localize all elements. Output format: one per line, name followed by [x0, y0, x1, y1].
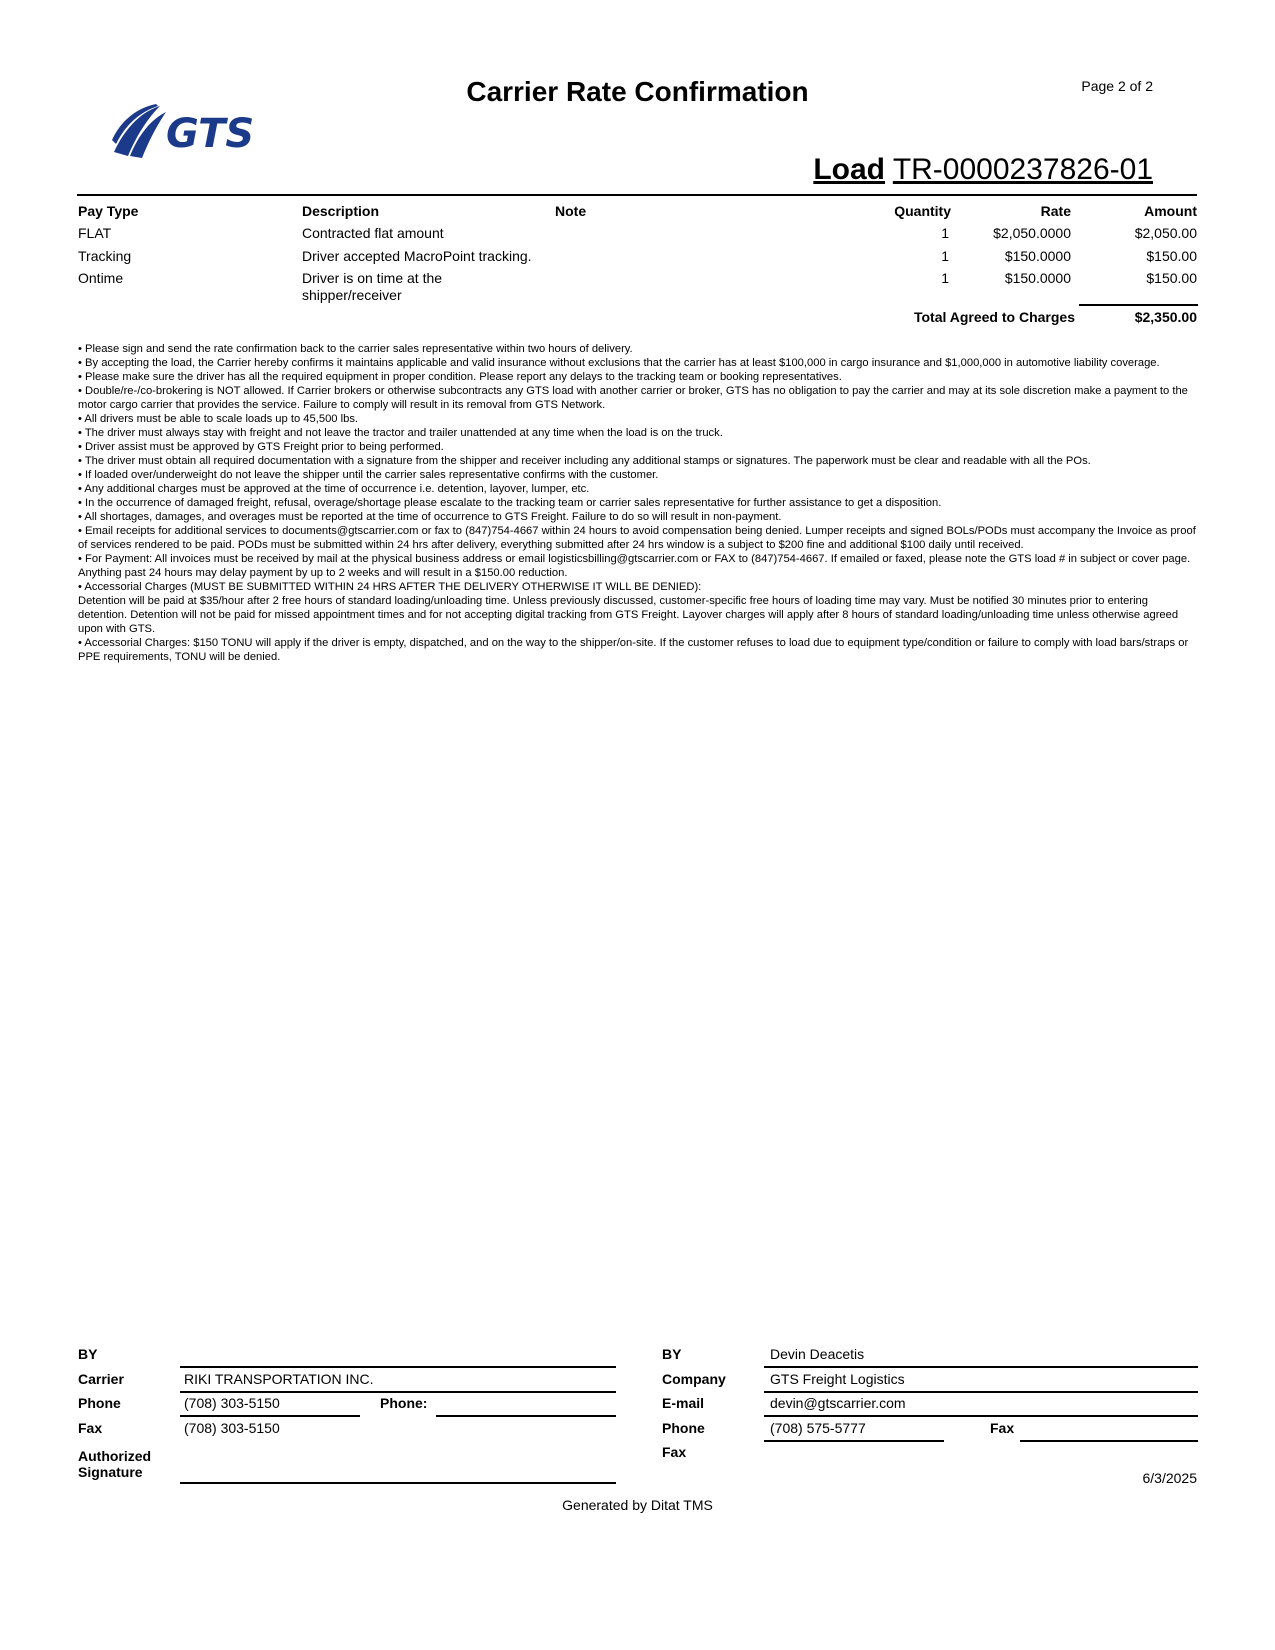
- carrier-phone2-label: Phone:: [380, 1395, 428, 1411]
- row-amount: $150.00: [1146, 248, 1197, 264]
- broker-email: devin@gtscarrier.com: [770, 1395, 906, 1411]
- row-pay-type: Tracking: [78, 248, 132, 264]
- carrier-name: RIKI TRANSPORTATION INC.: [184, 1371, 374, 1387]
- term-item: • If loaded over/underweight do not leave the shipper until the carrier sales representative confirms with the customer.: [78, 469, 659, 481]
- broker-email-label: E-mail: [662, 1395, 705, 1411]
- col-amount: Amount: [1144, 203, 1197, 219]
- broker-company: GTS Freight Logistics: [770, 1371, 905, 1387]
- carrier-fax: (708) 303-5150: [184, 1420, 280, 1436]
- broker-fax-label: Fax: [662, 1444, 687, 1460]
- carrier-phone-label: Phone: [78, 1395, 121, 1411]
- col-rate: Rate: [1040, 203, 1071, 219]
- broker-fax-inline-line: [1020, 1440, 1198, 1442]
- term-item: • Please sign and send the rate confirmation back to the carrier sales representative within two hours of delivery.: [78, 343, 633, 355]
- broker-email-line: [764, 1415, 1198, 1417]
- carrier-by-line: [180, 1366, 616, 1368]
- row-rate: $2,050.0000: [993, 225, 1071, 241]
- carrier-fax-label: Fax: [78, 1420, 103, 1436]
- broker-phone: (708) 575-5777: [770, 1420, 866, 1436]
- signature-field[interactable]: [180, 1482, 616, 1484]
- term-item: • Please make sure the driver has all the required equipment in proper condition. Please report any delays to the tracking team or booking representatives.: [78, 371, 842, 383]
- col-note: Note: [555, 203, 587, 219]
- term-item: • All shortages, damages, and overages must be reported at the time of occurrence to GTS Freight. Failure to do so will result in non-payment.: [78, 511, 782, 523]
- load-number: TR-0000237826-01: [892, 153, 1153, 186]
- term-item: • All drivers must be able to scale loads up to 45,500 lbs.: [78, 413, 359, 425]
- term-item: • In the occurrence of damaged freight, refusal, overage/shortage please escalate to the tracking team or carrier sales representative for further assistance to get a disposition.: [78, 497, 942, 509]
- row-description-cont: shipper/receiver: [302, 287, 402, 303]
- broker-phone-line: [764, 1440, 944, 1442]
- carrier-by-label: BY: [78, 1346, 98, 1362]
- terms-list: [78, 342, 1198, 664]
- signature-label: Authorized: [78, 1448, 152, 1464]
- term-item: • The driver must always stay with freight and not leave the tractor and trailer unattended at any time when the load is on the truck.: [78, 427, 723, 439]
- term-item: • The driver must obtain all required documentation with a signature from the shipper and receiver including any additional stamps or signatures. The paperwork must be clear and readable with all the POs.: [78, 455, 1091, 467]
- document-title: Carrier Rate Confirmation: [466, 76, 809, 107]
- col-description: Description: [302, 203, 380, 219]
- term-item: • Accessorial Charges (MUST BE SUBMITTED WITHIN 24 HRS AFTER THE DELIVERY OTHERWISE IT WILL BE DENIED):: [78, 581, 702, 593]
- row-pay-type: Ontime: [78, 270, 124, 286]
- term-item: Detention will be paid at $35/hour after 2 free hours of standard loading/unloading time. Unless previously discussed, customer-specific free hours of loading time may vary. Must be notified 30 minutes prior to entering detention. Detention will not be paid for missed appointment times and for not accepting digital tracking from GTS Freight. Layover charges will apply after 8 hours of standard loading/unloading time unless otherwise agreed upon with GTS.: [78, 595, 1179, 635]
- row-rate: $150.0000: [1004, 270, 1071, 286]
- signature-label: Signature: [78, 1464, 143, 1480]
- term-item: • Driver assist must be approved by GTS Freight prior to being performed.: [78, 441, 444, 453]
- row-description: Contracted flat amount: [302, 225, 444, 241]
- row-amount: $150.00: [1146, 270, 1197, 286]
- term-item: • Any additional charges must be approved at the time of occurrence i.e. detention, layover, lumper, etc.: [78, 483, 590, 495]
- total-rule: [1079, 304, 1198, 306]
- broker-company-label: Company: [662, 1371, 726, 1387]
- row-quantity: 1: [941, 248, 949, 264]
- term-item: • Accessorial Charges: $150 TONU will apply if the driver is empty, dispatched, and on the way to the shipper/on-site. If the customer refuses to load due to equipment type/condition or failure to comply with load bars/straps or PPE requirements, TONU will be denied.: [78, 637, 1189, 663]
- page-number: Page 2 of 2: [1081, 78, 1153, 94]
- term-item: • Email receipts for additional services to documents@gtscarrier.com or fax to (847)754-4667 within 24 hours to avoid compensation being denied. Lumper receipts and signed BOLs/PODs must accompany the Invoice as proof of services rendered to be paid. PODs must be submitted within 24 hrs after delivery, everything submitted after 24 hrs window is a subject to $200 fine and additional $100 daily until received.: [78, 525, 1196, 551]
- row-description: Driver accepted MacroPoint tracking.: [302, 248, 532, 264]
- broker-phone-label: Phone: [662, 1420, 705, 1436]
- col-quantity: Quantity: [894, 203, 951, 219]
- carrier-phone-line: [180, 1415, 360, 1417]
- term-item: • For Payment: All invoices must be received by mail at the physical business address or email logisticsbilling@gtscarrier.com or FAX to (847)754-4667. If emailed or faxed, please note the GTS load # in subject or cover page. Anything past 24 hours may delay payment by up to 2 weeks and will result in a $150.00 reduction.: [78, 553, 1191, 579]
- row-rate: $150.0000: [1004, 248, 1071, 264]
- generated-by: Generated by Ditat TMS: [562, 1497, 713, 1513]
- row-quantity: 1: [941, 225, 949, 241]
- gts-logo: [110, 100, 270, 169]
- row-description: Driver is on time at the: [302, 270, 443, 286]
- header-rule: [77, 194, 1197, 196]
- broker-by-value: Devin Deacetis: [770, 1346, 865, 1362]
- carrier-phone: (708) 303-5150: [184, 1395, 280, 1411]
- total-value: $2,350.00: [1134, 309, 1197, 325]
- total-label: Total Agreed to Charges: [913, 309, 1075, 325]
- load-label: Load: [813, 153, 886, 186]
- col-pay-type: Pay Type: [78, 203, 139, 219]
- broker-by-label: BY: [662, 1346, 682, 1362]
- broker-by-line: [764, 1366, 1198, 1368]
- term-item: • By accepting the load, the Carrier hereby confirms it maintains applicable and valid insurance without exclusions that the carrier has at least $100,000 in cargo insurance and $1,000,000 in automotive liability coverage.: [78, 357, 1160, 369]
- document-date: 6/3/2025: [1142, 1470, 1197, 1486]
- carrier-phone2-line: [436, 1415, 616, 1417]
- broker-company-line: [764, 1391, 1198, 1393]
- load-number-heading: [813, 153, 1153, 187]
- row-amount: $2,050.00: [1134, 225, 1197, 241]
- logo-text: GTS: [166, 111, 255, 157]
- term-item: • Double/re-/co-brokering is NOT allowed. If Carrier brokers or otherwise subcontracts any GTS load with another carrier or broker, GTS has no obligation to pay the carrier and may at its sole discretion make a payment to the motor cargo carrier that provides the service. Failure to comply will result in its removal from GTS Network.: [78, 385, 1188, 411]
- carrier-label: Carrier: [78, 1371, 124, 1387]
- row-quantity: 1: [941, 270, 949, 286]
- broker-fax-inline-label: Fax: [990, 1420, 1015, 1436]
- row-pay-type: FLAT: [78, 225, 112, 241]
- carrier-name-line: [180, 1391, 616, 1393]
